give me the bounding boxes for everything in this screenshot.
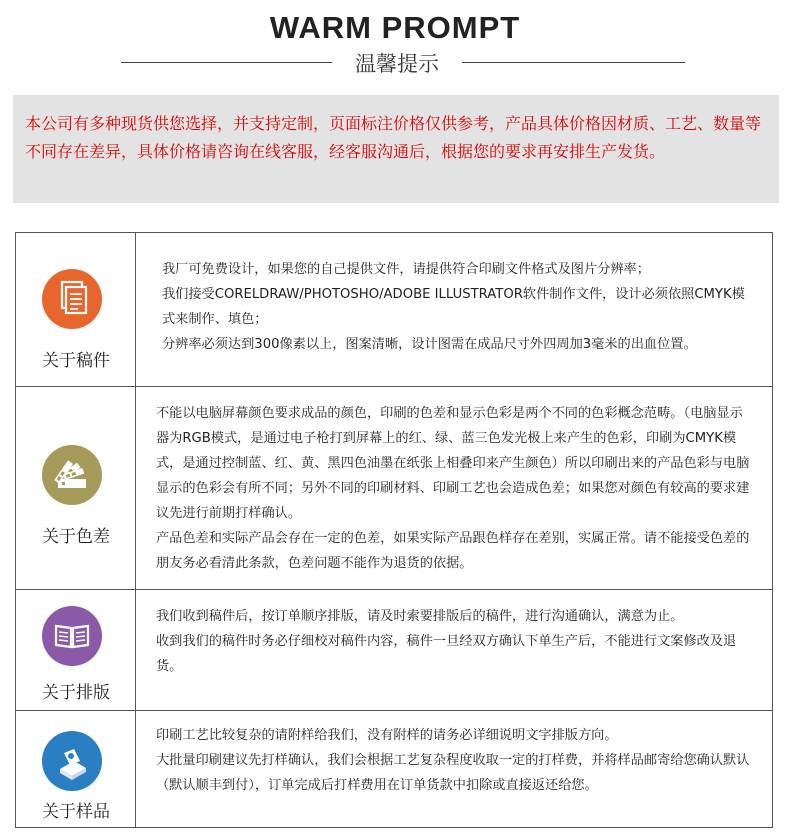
- section-paragraph: 分辨率必须达到300像素以上，图案清晰，设计图需在成品尺寸外四周加3毫米的出血位置。: [162, 337, 697, 352]
- section-head: [16, 233, 136, 386]
- section-body: [136, 387, 772, 589]
- info-table: [15, 232, 773, 828]
- title-chinese-row: [0, 48, 790, 78]
- section-label: 关于样品: [42, 802, 110, 822]
- section-head: [16, 387, 136, 589]
- section-row-typesetting: [16, 589, 772, 710]
- section-paragraph: 收到我们的稿件时务必仔细校对稿件内容，稿件一旦经双方确认下单生产后，不能进行文案修改及退货。: [156, 634, 737, 674]
- section-paragraph: 我们收到稿件后，按订单顺序排版，请及时索要排版后的稿件，进行沟通确认，满意为止。: [156, 609, 684, 624]
- document-icon: [42, 269, 102, 329]
- section-body: [136, 233, 772, 386]
- section-paragraph: 印刷工艺比较复杂的请附样给我们，没有附样的请务必详细说明文字排版方向。: [156, 728, 618, 743]
- section-paragraph: 不能以电脑屏幕颜色要求成品的颜色，印刷的色差和显示色彩是两个不同的色彩概念范畴。（电脑显示器为RGB模式，是通过电子枪打到屏幕上的红、绿、蓝三色发光极上来产生的色彩，印刷为CMYK模式，是通过控制蓝、红、黄、黑四色油墨在纸张上相叠印来产生颜色）所以印刷出来的产品色彩与电脑显示的色彩会有所不同；另外不同的印刷材料、印刷工艺也会造成色差；如果您对颜色有较高的要求建议先进行前期打样确认。: [156, 406, 750, 521]
- section-paragraph: 大批量印刷建议先打样确认，我们会根据工艺复杂程度收取一定的打样费，并将样品邮寄给您确认默认（默认顺丰到付），订单完成后打样费用在订单货款中扣除或直接返还给您。: [156, 753, 750, 793]
- title-chinese: 温馨提示: [355, 52, 439, 76]
- section-label: 关于色差: [42, 527, 110, 547]
- open-book-icon: [42, 606, 102, 666]
- title-divider-left: [121, 62, 332, 63]
- notice-banner: 本公司有多种现货供您选择，并支持定制，页面标注价格仅供参考，产品具体价格因材质、工艺、数量等不同存在差异，具体价格请咨询在线客服，经客服沟通后，根据您的要求再安排生产发货。: [13, 95, 779, 203]
- section-head: [16, 590, 136, 710]
- section-row-sample: [16, 710, 772, 827]
- section-row-color-difference: [16, 386, 772, 589]
- section-paragraph: 我们接受CORELDRAW/PHOTOSHO/ADOBE ILLUSTRATOR软件制作文件，设计必须依照CMYK模式来制作、填色；: [162, 287, 745, 327]
- section-body: [136, 590, 772, 710]
- color-swatch-icon: [42, 445, 102, 505]
- title-divider-right: [462, 62, 685, 63]
- section-label: 关于稿件: [42, 351, 110, 371]
- section-paragraph: 我厂可免费设计，如果您的自己提供文件，请提供符合印刷文件格式及图片分辨率；: [162, 262, 650, 277]
- title-english: WARM PROMPT: [269, 10, 521, 45]
- section-label: 关于排版: [42, 683, 110, 703]
- section-body: [136, 711, 772, 827]
- section-head: [16, 711, 136, 827]
- section-row-manuscript: [16, 233, 772, 386]
- sample-box-icon: [42, 731, 102, 791]
- section-paragraph: 产品色差和实际产品会存在一定的色差，如果实际产品跟色样存在差别，实属正常。请不能接受色差的朋友务必看清此条款，色差问题不能作为退货的依据。: [156, 531, 750, 571]
